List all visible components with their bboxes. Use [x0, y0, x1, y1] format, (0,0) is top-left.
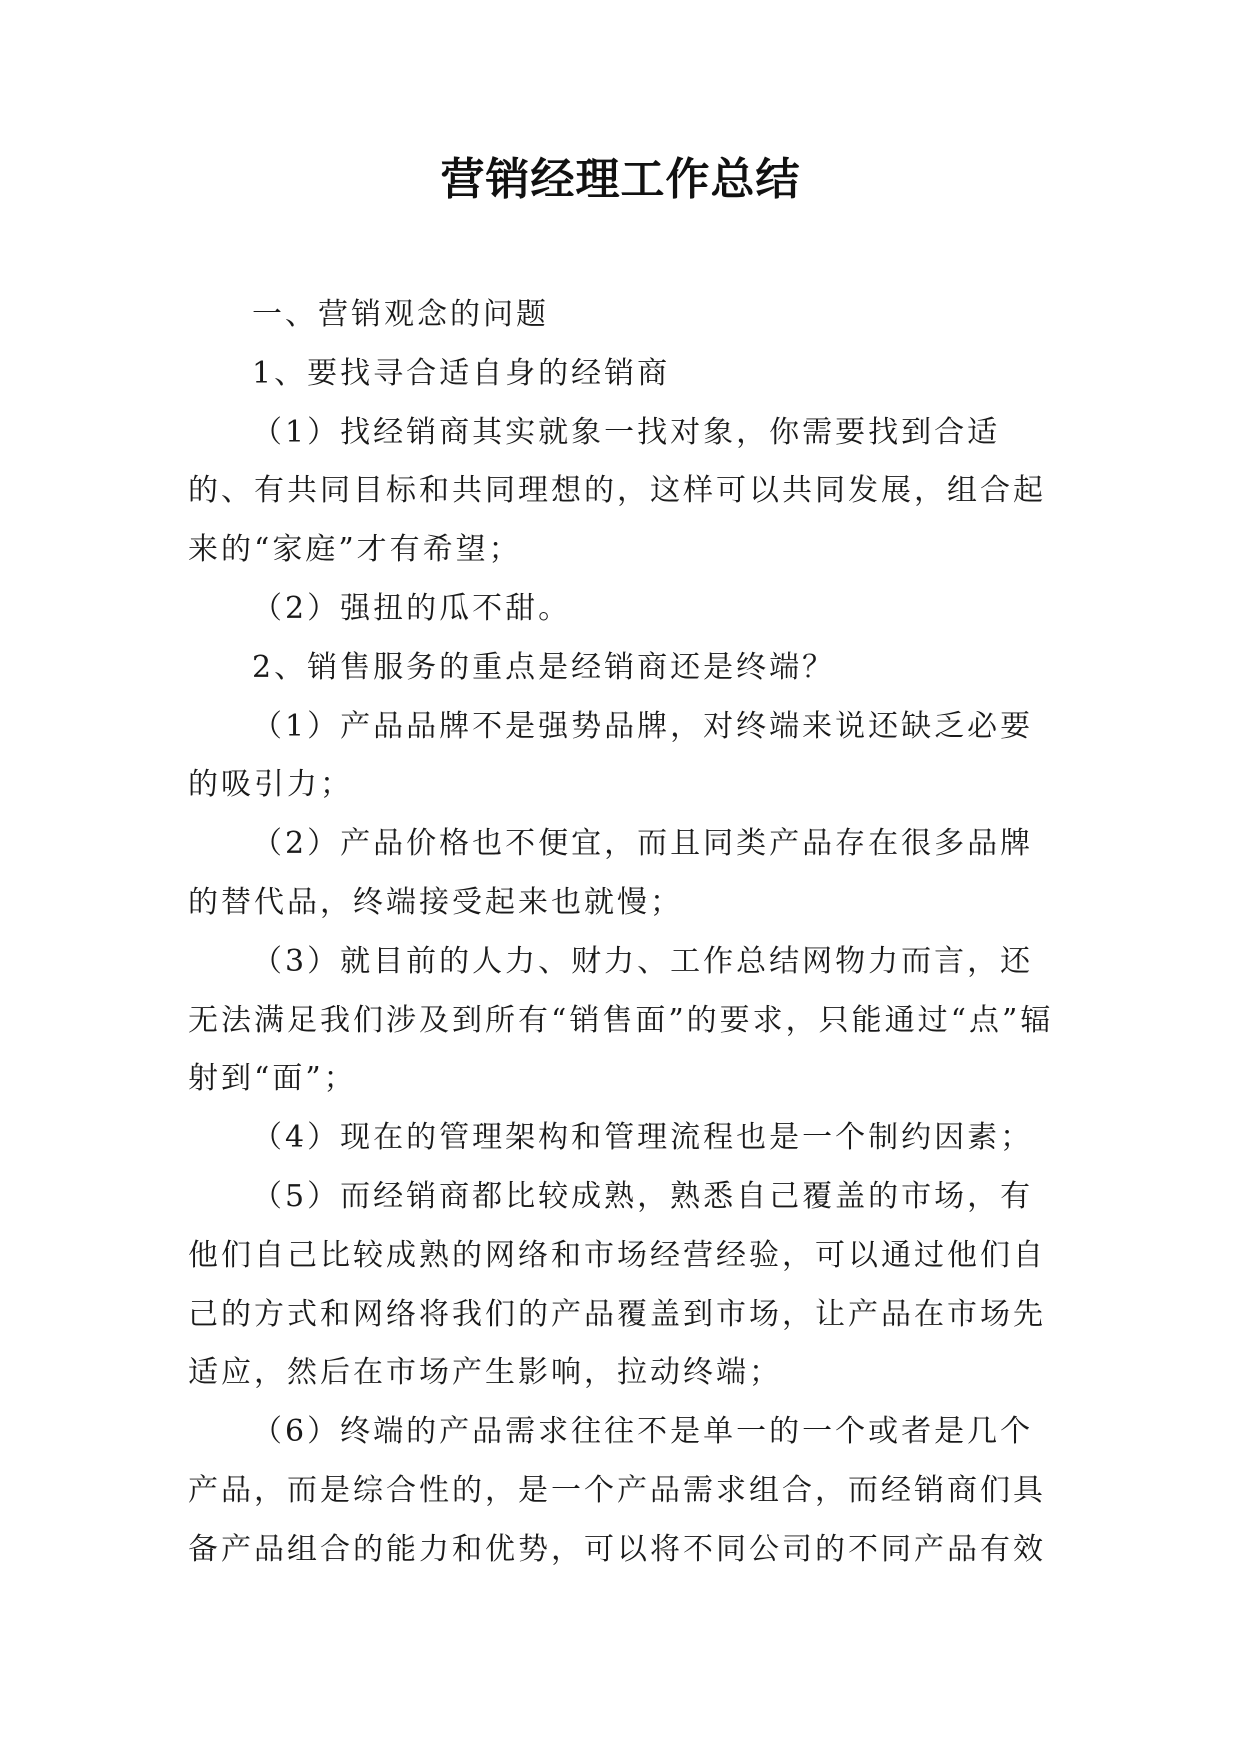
paragraph-2-5: （5）而经销商都比较成熟，熟悉自己覆盖的市场，有他们自己比较成熟的网络和市场经营经验，可以通过他们自己的方式和网络将我们的产品覆盖到市场，让产品在市场先适应，然后在市场产生影响，拉动终端； [188, 1178, 1046, 1391]
paragraph-1-2: （2）强扭的瓜不甜。 [252, 590, 572, 626]
subsection-heading-1: 1、要找寻合适自身的经销商 [252, 355, 671, 391]
section-heading-1: 一、营销观念的问题 [252, 297, 549, 332]
subsection-heading-2: 2、销售服务的重点是经销商还是终端？ [252, 649, 836, 685]
paragraph-2-1: （1）产品品牌不是强势品牌，对终端来说还缺乏必要的吸引力； [188, 708, 1034, 803]
paragraph-2-4: （4）现在的管理架构和管理流程也是一个制约因素； [252, 1120, 1034, 1156]
paragraph-1-1: （1）找经销商其实就象一找对象，你需要找到合适的、有共同目标和共同理想的，这样可以共同发展，组合起来的“家庭”才有希望； [188, 414, 1046, 568]
document-title: 营销经理工作总结 [440, 154, 801, 205]
paragraph-2-3: （3）就目前的人力、财力、工作总结网物力而言，还无法满足我们涉及到所有“销售面”的要求，只能通过“点”辐射到“面”； [188, 943, 1054, 1097]
paragraph-2-6: （6）终端的产品需求往往不是单一的一个或者是几个产品，而是综合性的，是一个产品需求组合，而经销商们具备产品组合的能力和优势，可以将不同公司的不同产品有效 [188, 1414, 1046, 1567]
paragraph-2-2: （2）产品价格也不便宜，而且同类产品存在很多品牌的替代品，终端接受起来也就慢； [188, 826, 1034, 920]
document-body [188, 286, 1058, 1580]
